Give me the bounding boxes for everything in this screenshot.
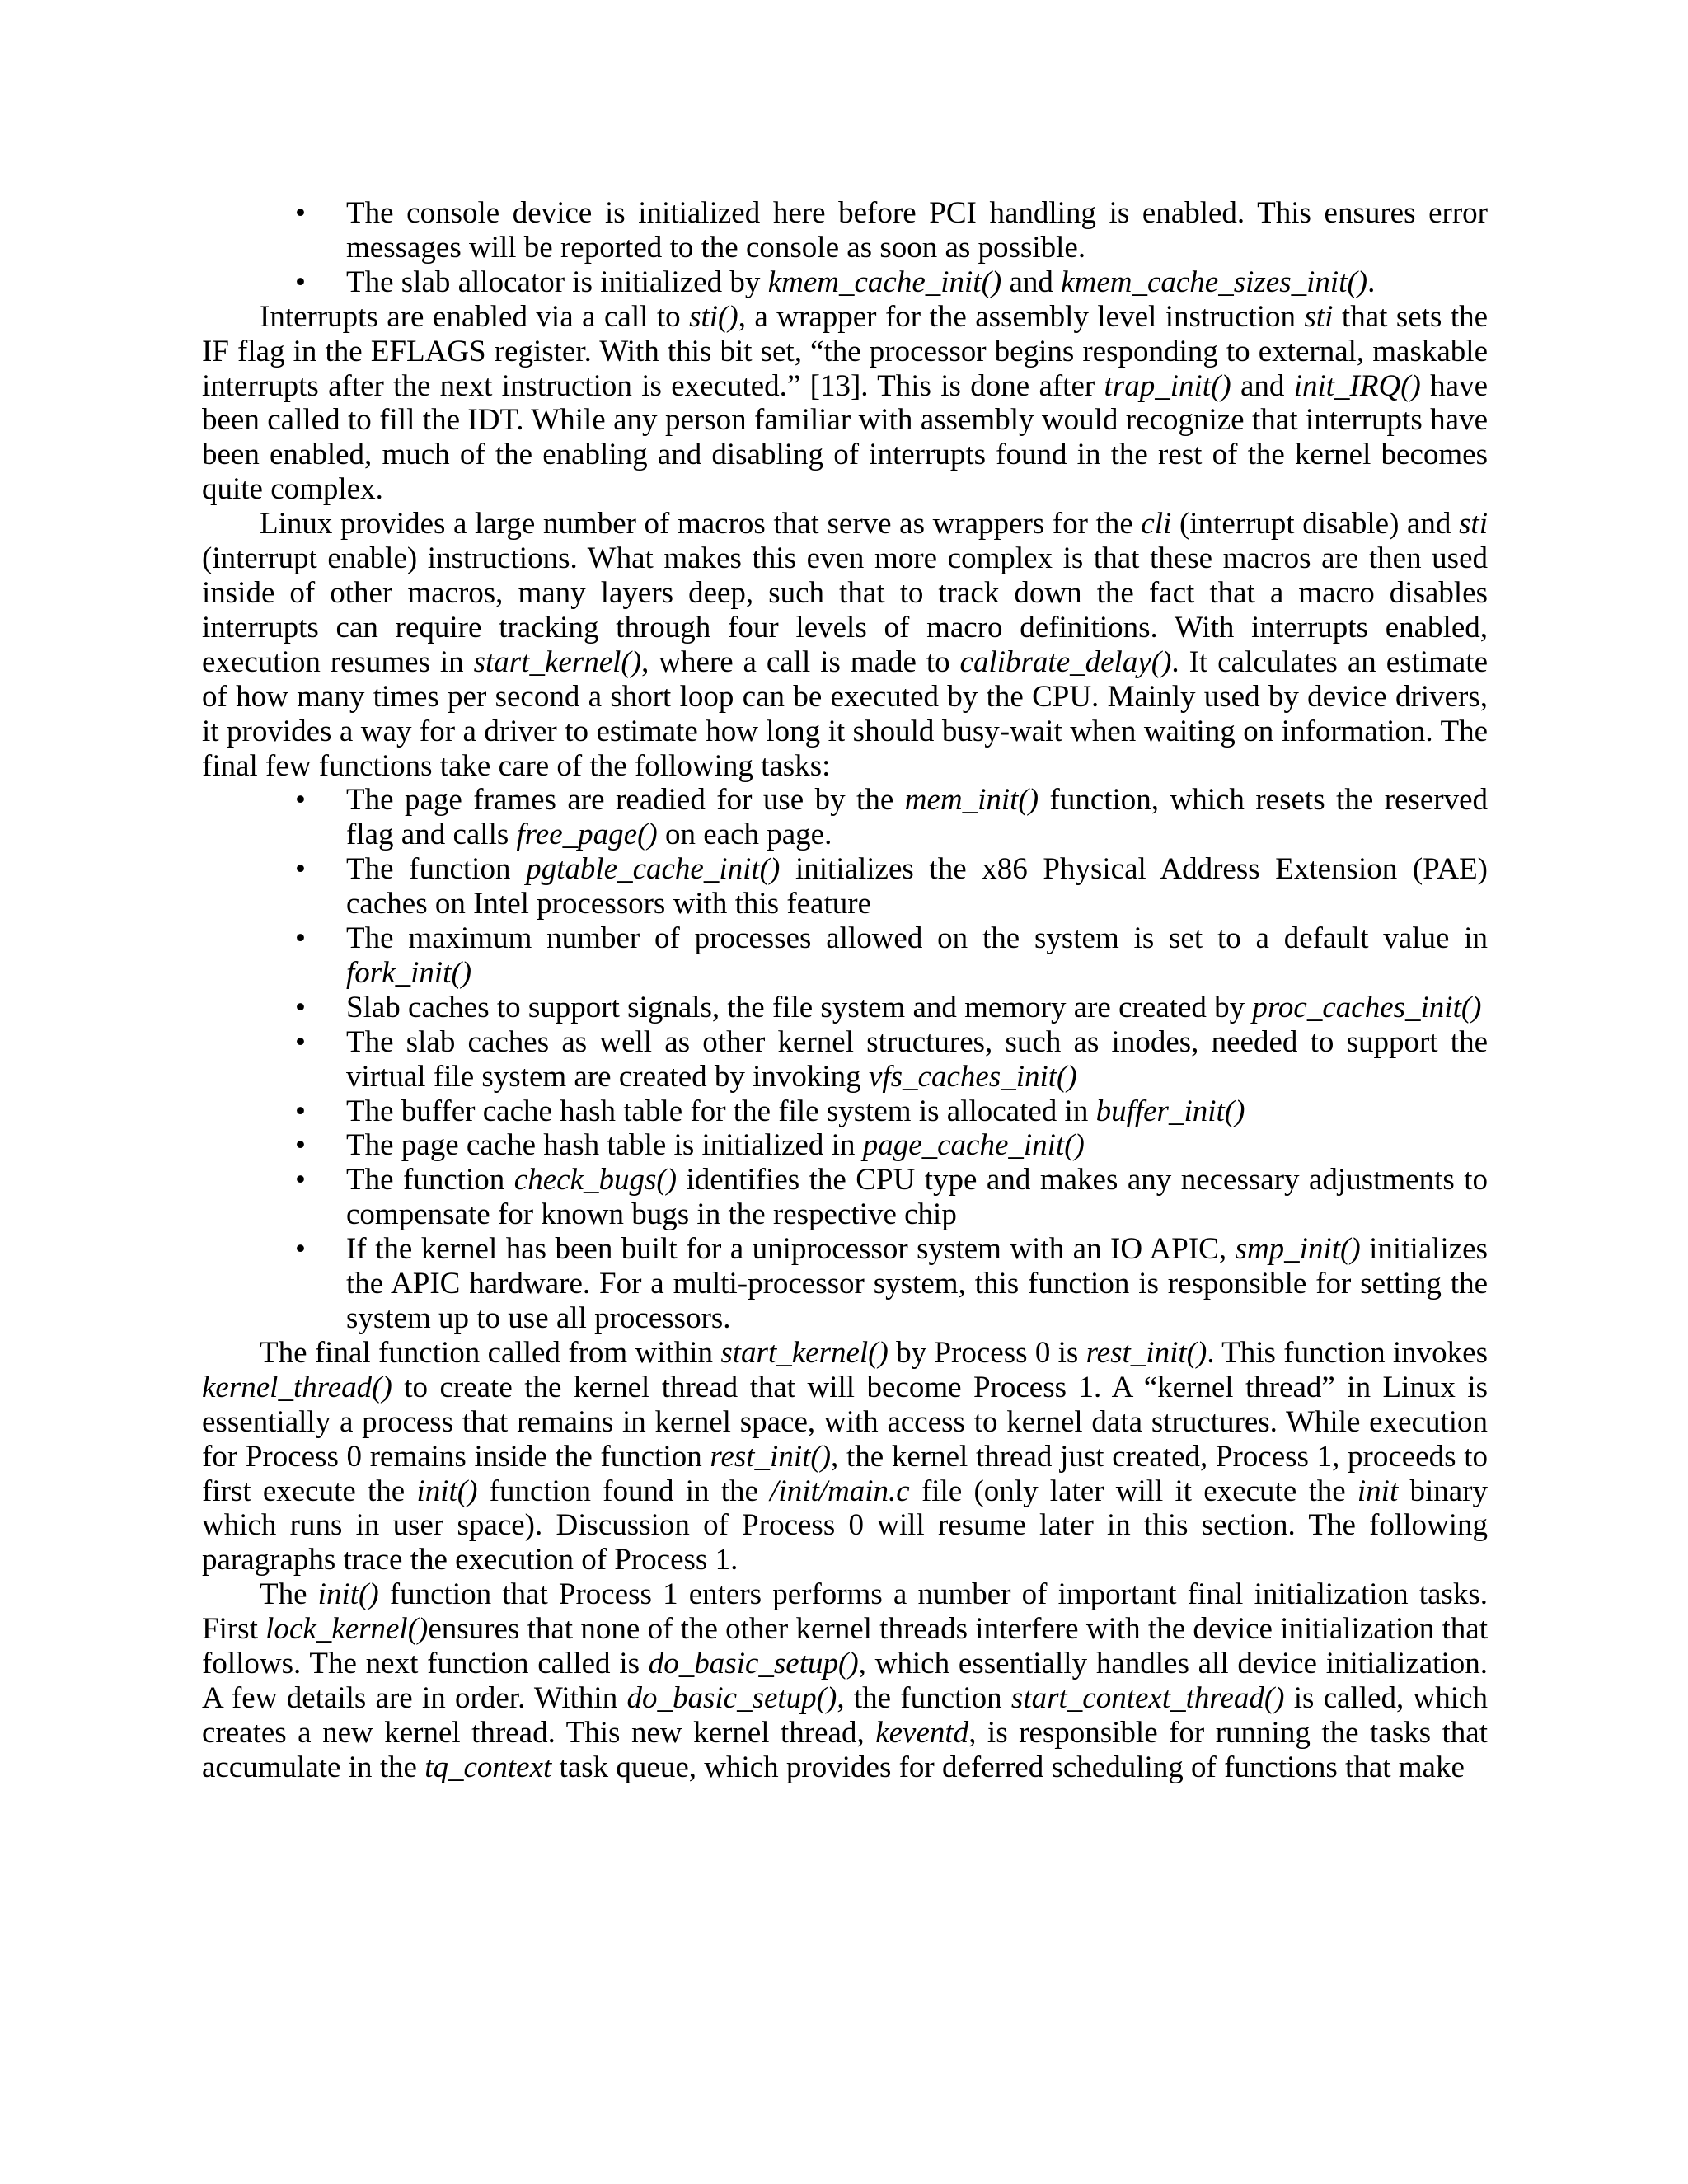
text-run: , the function xyxy=(837,1680,1011,1715)
text-run: The function xyxy=(346,852,527,887)
bullet-icon: • xyxy=(295,265,306,299)
code-identifier: sti() xyxy=(689,299,738,334)
text-run: initializes the x86 Physical Address Extension (PAE) caches on Intel processors with this feature xyxy=(346,852,1489,921)
bullet-icon: • xyxy=(295,1128,306,1163)
bullet-list xyxy=(202,783,1488,1336)
code-identifier: keventd xyxy=(875,1715,969,1750)
list-item xyxy=(295,990,1488,1025)
code-identifier: tq_context xyxy=(424,1750,552,1784)
bullet-list xyxy=(202,196,1488,300)
text-run: is called, which creates a new kernel thread. This new kernel thread, xyxy=(202,1680,1488,1750)
code-identifier: check_bugs() xyxy=(513,1163,678,1197)
text-run: initializes the APIC hardware. For a multi-processor system, this function is responsible for setting the system up to use all processors. xyxy=(346,1232,1488,1335)
code-identifier: free_page() xyxy=(516,818,658,852)
list-item xyxy=(295,1094,1488,1129)
code-identifier: init xyxy=(1357,1474,1399,1508)
body-paragraph xyxy=(202,300,1488,507)
code-identifier: init_IRQ() xyxy=(1293,368,1421,403)
text-run: The page frames are readied for use by the xyxy=(346,783,905,818)
text-run: and xyxy=(1231,368,1294,403)
bullet-icon: • xyxy=(295,1094,306,1128)
bullet-icon: • xyxy=(295,1163,306,1197)
bullet-icon: • xyxy=(295,196,306,230)
code-identifier: start_kernel() xyxy=(720,1335,889,1370)
text-run: task queue, which provides for deferred scheduling of functions that make xyxy=(551,1750,1465,1784)
code-identifier: init() xyxy=(317,1577,379,1612)
text-run: by Process 0 is xyxy=(888,1335,1086,1370)
code-identifier: pgtable_cache_init() xyxy=(526,852,781,887)
document-page xyxy=(202,196,1488,1785)
code-identifier: mem_init() xyxy=(904,783,1039,818)
text-run: . This function invokes xyxy=(1207,1335,1488,1370)
code-identifier: vfs_caches_init() xyxy=(868,1059,1077,1094)
code-identifier: /init/main.c xyxy=(770,1474,910,1508)
text-run: function, which resets the reserved flag and calls xyxy=(346,783,1488,852)
code-identifier: start_context_thread() xyxy=(1010,1680,1285,1715)
code-identifier: kernel_thread() xyxy=(202,1370,392,1404)
code-identifier: trap_init() xyxy=(1104,368,1231,403)
text-run: The page cache hash table is initialized in xyxy=(346,1128,863,1163)
body-paragraph xyxy=(202,1577,1488,1784)
text-run: (interrupt disable) and xyxy=(1171,507,1460,541)
list-item xyxy=(295,921,1488,991)
bullet-icon: • xyxy=(295,783,306,818)
code-identifier: calibrate_delay() xyxy=(959,644,1172,679)
text-run: ensures that none of the other kernel threads interfere with the device initialization that follows. The next function called is xyxy=(202,1612,1488,1681)
body-paragraph xyxy=(202,507,1488,783)
code-identifier: start_kernel() xyxy=(473,644,642,679)
list-item xyxy=(295,1163,1488,1232)
text-run: , a wrapper for the assembly level instruction xyxy=(738,299,1305,334)
code-identifier: smp_init() xyxy=(1235,1232,1361,1267)
text-run: , the kernel thread just created, Process 1, proceeds to first execute the xyxy=(202,1439,1488,1508)
text-run: Linux provides a large number of macros that serve as wrappers for the xyxy=(260,507,1142,541)
code-identifier: page_cache_init() xyxy=(862,1128,1085,1163)
text-run: file (only later will it execute the xyxy=(909,1474,1357,1508)
text-run: , is responsible for running the tasks that accumulate in the xyxy=(202,1715,1488,1784)
text-run: identifies the CPU type and makes any necessary adjustments to compensate for known bugs in the respective chip xyxy=(346,1163,1488,1232)
text-run: function found in the xyxy=(477,1474,771,1508)
text-run: The console device is initialized here before PCI handling is enabled. This ensures error messages will be reported to the console as soon as possible. xyxy=(346,196,1488,265)
list-item xyxy=(295,1024,1488,1094)
code-identifier: do_basic_setup() xyxy=(626,1680,837,1715)
code-identifier: do_basic_setup() xyxy=(648,1647,859,1681)
text-run: The slab allocator is initialized by xyxy=(346,265,768,299)
list-item xyxy=(295,1232,1488,1336)
text-run: to create the kernel thread that will become Process 1. A “kernel thread” in Linux is essentially a process that remains in kernel space, with access to kernel data structures. While execution for Process 0 remains inside the function xyxy=(202,1370,1488,1474)
text-run: Slab caches to support signals, the file system and memory are created by xyxy=(346,990,1253,1024)
text-run: . xyxy=(1367,265,1376,299)
text-run: , where a call is made to xyxy=(641,644,960,679)
body-paragraph xyxy=(202,1336,1488,1577)
code-identifier: kmem_cache_sizes_init() xyxy=(1061,265,1368,299)
list-item xyxy=(295,196,1488,265)
list-item xyxy=(295,1128,1488,1163)
text-run: The final function called from within xyxy=(260,1335,721,1370)
text-run: that sets the IF flag in the EFLAGS register. With this bit set, “the processor begins responding to external, maskable interrupts after the next instruction is executed.” [13]. This is done after xyxy=(202,299,1489,403)
code-identifier: rest_init() xyxy=(1085,1335,1207,1370)
code-identifier: rest_init() xyxy=(710,1439,832,1474)
bullet-icon: • xyxy=(295,852,306,887)
list-item xyxy=(295,265,1488,300)
text-run: have been called to fill the IDT. While any person familiar with assembly would recognize that interrupts have been enabled, much of the enabling and disabling of interrupts found in the rest of the kernel becomes quite complex. xyxy=(202,368,1488,507)
text-run: , which essentially handles all device initialization. A few details are in order. Within xyxy=(202,1647,1488,1715)
list-item xyxy=(295,783,1488,852)
code-identifier: lock_kernel() xyxy=(265,1612,429,1647)
code-identifier: sti xyxy=(1459,507,1488,541)
text-run: Interrupts are enabled via a call to xyxy=(260,299,690,334)
text-run: The function xyxy=(346,1163,514,1197)
code-identifier: proc_caches_init() xyxy=(1252,990,1482,1024)
text-run: If the kernel has been built for a uniprocessor system with an IO APIC, xyxy=(346,1232,1236,1267)
code-identifier: sti xyxy=(1304,299,1334,334)
text-run: binary which runs in user space). Discussion of Process 0 will resume later in this section. The following paragraphs trace the execution of Process 1. xyxy=(202,1474,1488,1577)
bullet-icon: • xyxy=(295,990,306,1024)
bullet-icon: • xyxy=(295,921,306,956)
code-identifier: init() xyxy=(416,1474,478,1508)
bullet-icon: • xyxy=(295,1232,306,1267)
code-identifier: cli xyxy=(1141,507,1172,541)
code-identifier: fork_init() xyxy=(346,955,472,990)
code-identifier: buffer_init() xyxy=(1095,1094,1245,1128)
text-run: The xyxy=(260,1577,318,1612)
text-run: The slab caches as well as other kernel structures, such as inodes, needed to support the virtual file system are created by invoking xyxy=(346,1024,1488,1094)
text-run: function that Process 1 enters performs a number of important final initialization tasks. First xyxy=(202,1577,1488,1647)
text-run: The buffer cache hash table for the file system is allocated in xyxy=(346,1094,1096,1128)
text-run: (interrupt enable) instructions. What makes this even more complex is that these macros are then used inside of other macros, many layers deep, such that to track down the fact that a macro disables interrupts can require tracking through four levels of macro definitions. With interrupts enabled, execution resumes in xyxy=(202,541,1488,679)
text-run: The maximum number of processes allowed on the system is set to a default value in xyxy=(346,921,1488,956)
list-item xyxy=(295,852,1489,921)
code-identifier: kmem_cache_init() xyxy=(767,265,1002,299)
bullet-icon: • xyxy=(295,1024,306,1059)
text-run: . It calculates an estimate of how many times per second a short loop can be executed by the CPU. Mainly used by device drivers, it provides a way for a driver to estimate how long it should busy-wait when waiting on information. The final few functions take care of the following tasks: xyxy=(202,644,1488,783)
text-run: and xyxy=(1001,265,1062,299)
text-run: on each page. xyxy=(657,818,832,852)
